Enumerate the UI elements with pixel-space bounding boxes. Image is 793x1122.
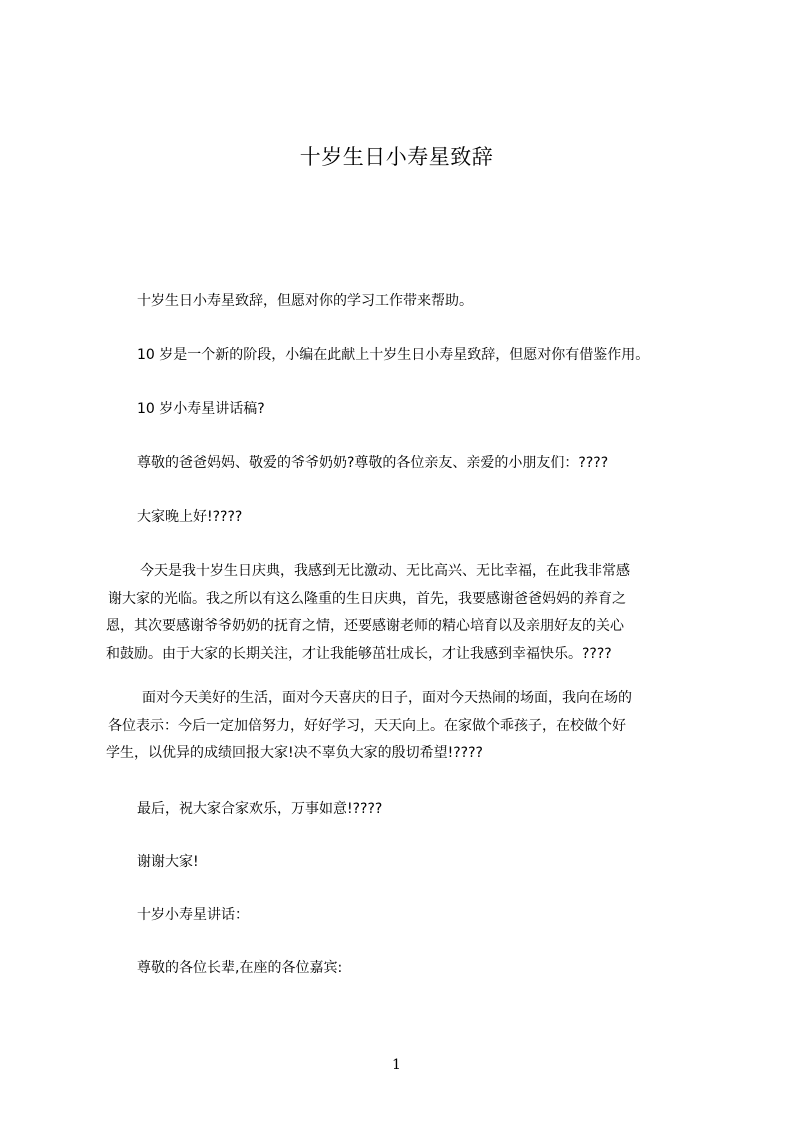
paragraph-salutation: 尊敬的爸爸妈妈、敬爱的爷爷奶奶?尊敬的各位亲友、亲爱的小朋友们：???? [137,455,609,471]
paragraph-line: 各位表示：今后一定加倍努力，好好学习，天天向上。在家做个乖孩子，在校做个好 [108,717,626,734]
paragraph-thank-you: 谢谢大家! [137,854,199,870]
document-title: 十岁生日小寿星致辞 [299,145,494,169]
paragraph-line: 学生，以优异的成绩回报大家!决不辜负大家的殷切希望!???? [106,745,483,761]
paragraph-promise [106,685,632,768]
paragraph-greeting: 大家晚上好!???? [137,509,243,525]
paragraph-line: 恩，其次要感谢爷爷奶奶的抚育之情，还要感谢老师的精心培育以及亲朋好友的关心 [106,618,624,634]
paragraph-speech-heading: 10 岁小寿星讲话稿? [137,401,265,417]
paragraph-description: 10 岁是一个新的阶段，小编在此献上十岁生日小寿星致辞，但愿对你有借鉴作用。 [137,347,650,363]
paragraph-line: 谢大家的光临。我之所以有这么隆重的生日庆典，首先，我要感谢爸爸妈妈的养育之 [108,590,626,607]
paragraph-line: 面对今天美好的生活，面对今天喜庆的日子，面对今天热闹的场面，我向在场的 [142,690,632,706]
paragraph-second-salutation: 尊敬的各位长辈,在座的各位嘉宾: [137,960,343,976]
paragraph-intro: 十岁生日小寿星致辞，但愿对你的学习工作带来帮助。 [137,293,473,309]
paragraph-line: 和鼓励。由于大家的长期关注，才让我能够茁壮成长，才让我感到幸福快乐。???? [106,645,612,662]
paragraph-line: 今天是我十岁生日庆典，我感到无比激动、无比高兴、无比幸福，在此我非常感 [140,563,630,579]
paragraph-wishes: 最后，祝大家合家欢乐，万事如意!???? [137,801,383,817]
paragraph-second-speech-heading: 十岁小寿星讲话： [137,907,249,923]
page-number: 1 [392,1057,401,1073]
paragraph-thanks [106,558,630,668]
